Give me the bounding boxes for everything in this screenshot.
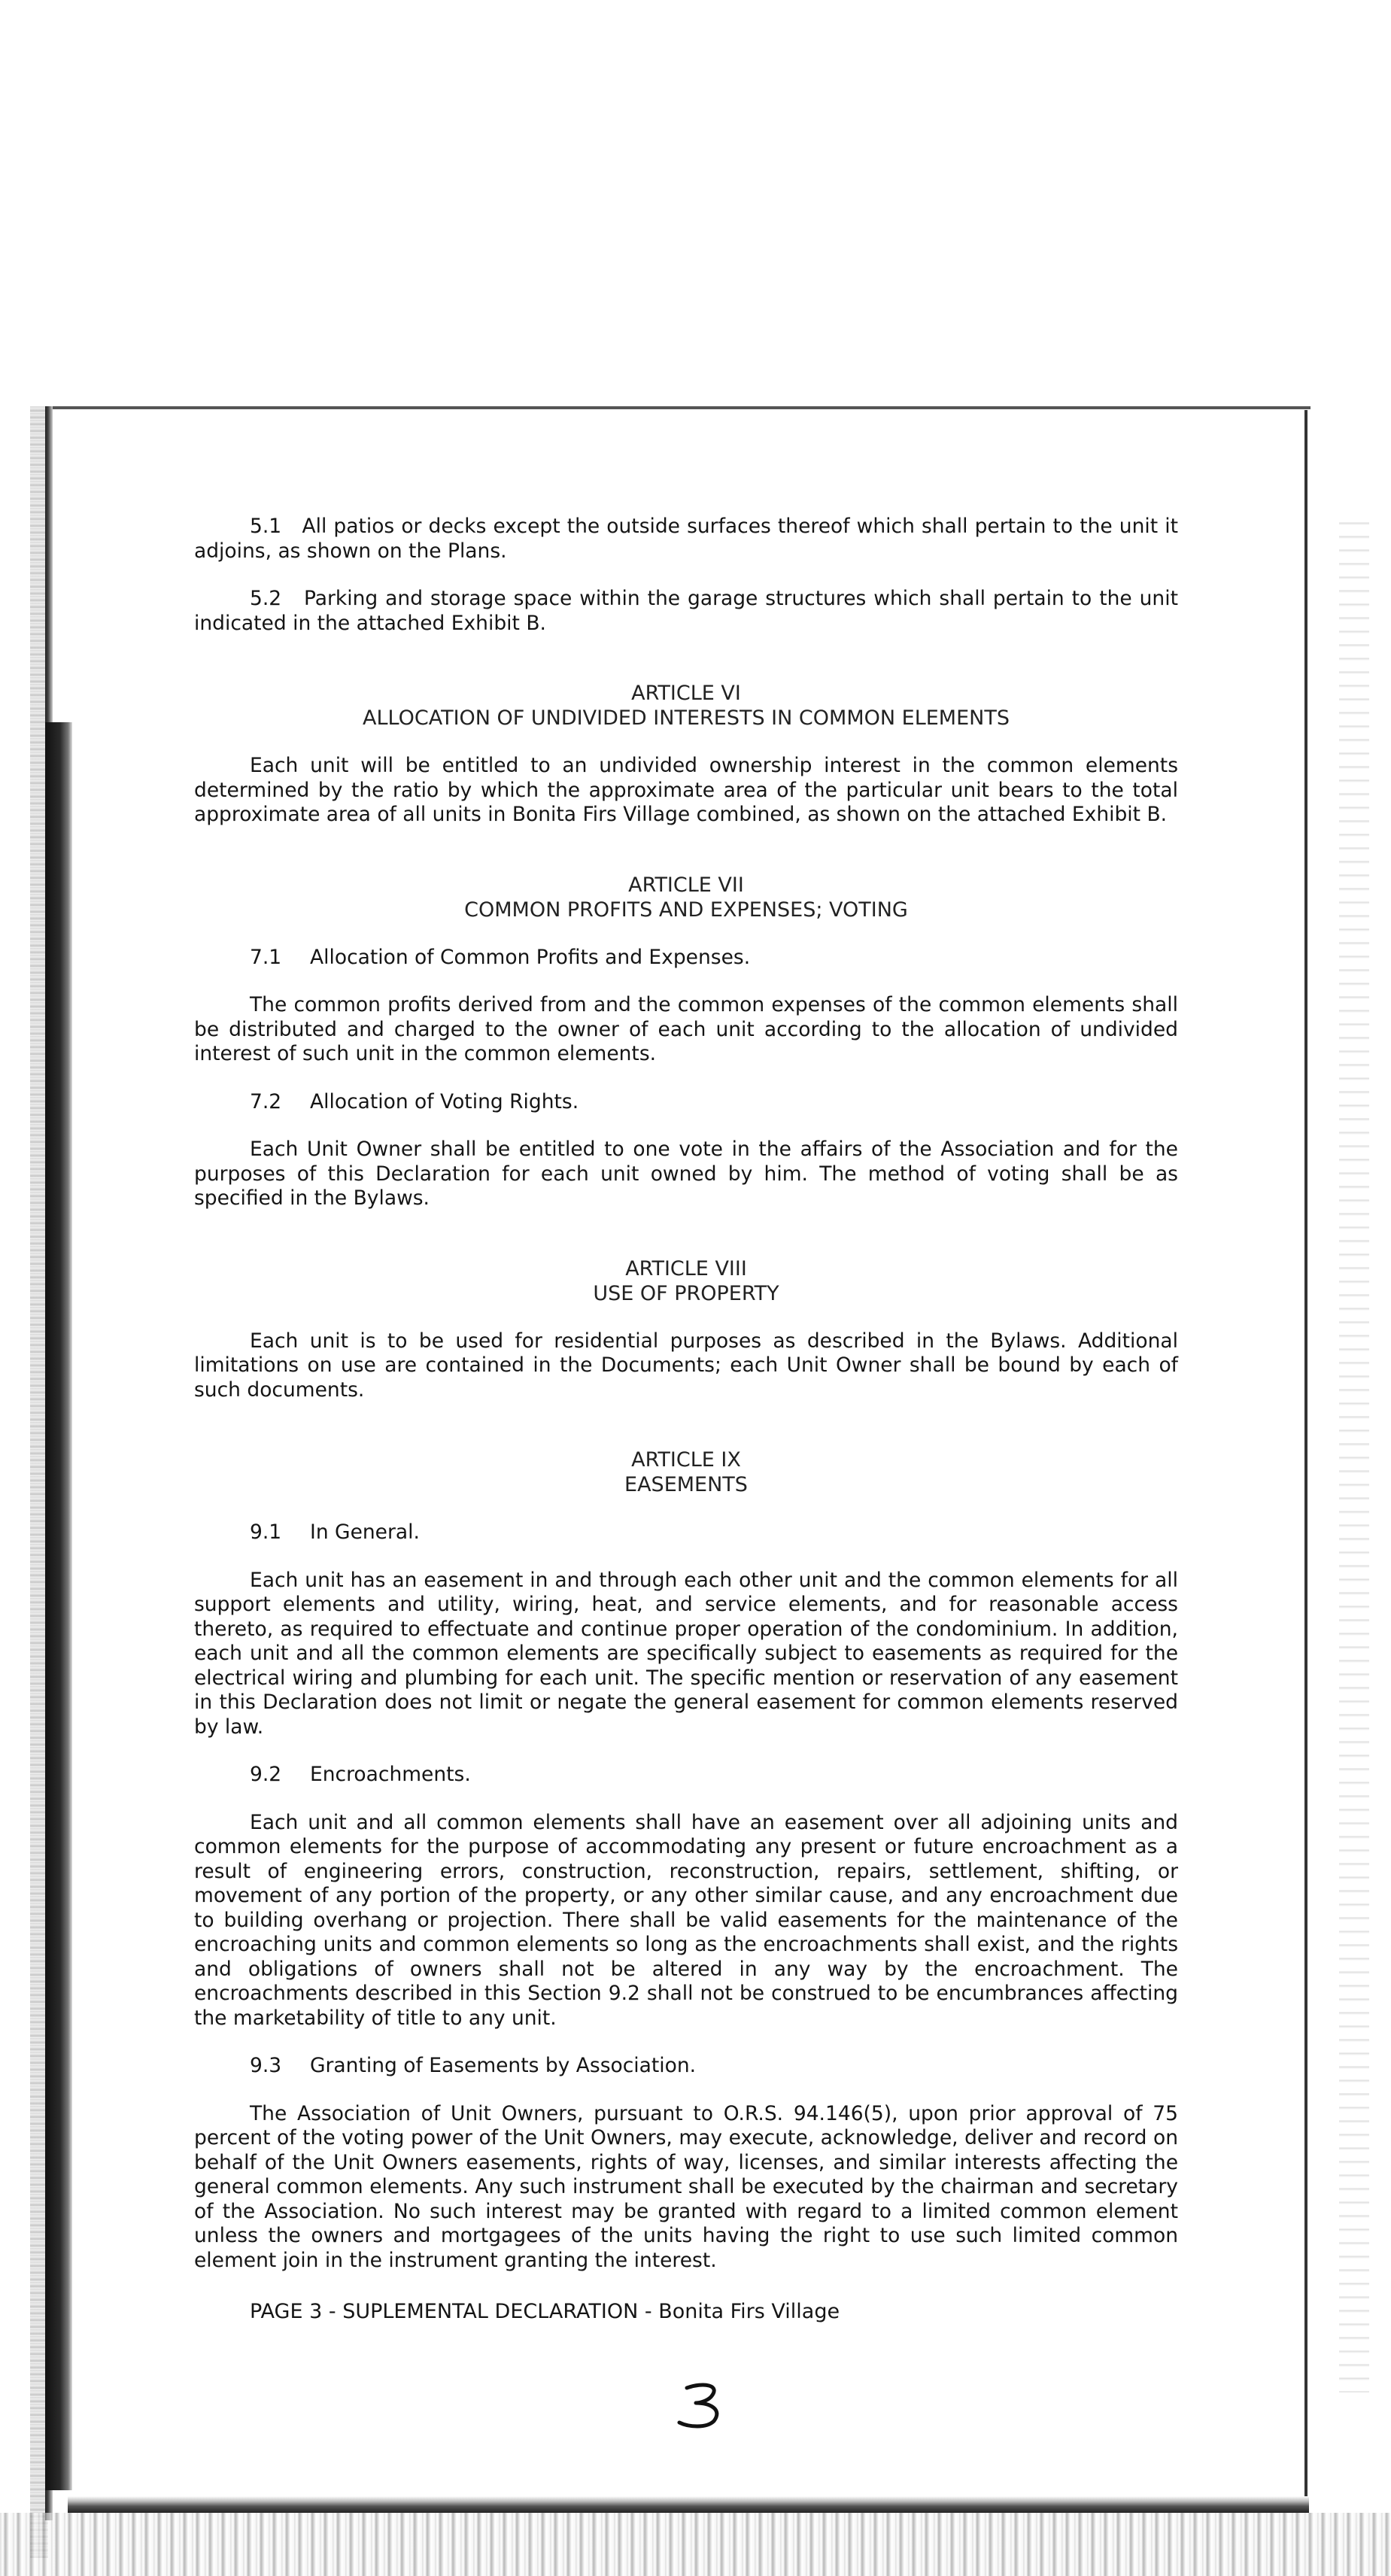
section-7-2-body: Each Unit Owner shall be entitled to one vote in the affairs of the Association and for the purposes of this Declaration for each unit owned by him. The method of voting shall be as specified in the Bylaws. [194, 1138, 1178, 1210]
page-bottom-border [68, 2496, 1309, 2513]
handwritten-page-number [673, 2379, 733, 2432]
section-9-2-heading [194, 1763, 1178, 1788]
document-page [194, 515, 1178, 2325]
page-top-border [47, 406, 1311, 409]
section-9-2-body: Each unit and all common elements shall have an easement over all adjoining units and common elements for the purpose of accommodating any present or future encroachment as a result of engineering errors, construction, reconstruction, repairs, settlement, shifting, or movement of any portion of the property, or any other similar cause, and any encroachment due to building overhang or projection. There shall be valid easements for the maintenance of the encroaching units and common elements so long as the encroachments shall exist, and the rights and obligations of owners shall not be altered in any way by the encroachment. The encroachments described in this Section 9.2 shall not be construed to be encumbrances affecting the marketability of title to any unit. [194, 1810, 1178, 2030]
section-title: Allocation of Common Profits and Expenses. [310, 945, 751, 969]
section-title: Granting of Easements by Association. [310, 2054, 697, 2077]
section-7-1-heading [194, 946, 1178, 971]
section-number: 7.2 [250, 1089, 282, 1113]
section-number: 9.1 [250, 1520, 282, 1544]
section-number: 9.3 [250, 2054, 282, 2077]
section-number: 5.1 [250, 515, 282, 538]
article-8-body: Each unit is to be used for residential purposes as described in the Bylaws. Additional limitations on use are contained in the Documents; each Unit Owner shall be bound by each of such documents. [194, 1329, 1178, 1402]
page-footer: PAGE 3 - SUPLEMENTAL DECLARATION - Bonita Firs Village [250, 2300, 840, 2323]
section-9-3-body: The Association of Unit Owners, pursuant to O.R.S. 94.146(5), upon prior approval of 75 percent of the voting power of the Unit Owners, may execute, acknowledge, deliver and record on behalf of the Unit Owners easements, rights of way, licenses, and similar interests affecting the general common elements. Any such instrument shall be executed by the chairman and secretary of the Association. No such interest may be granted with regard to a limited common element unless the owners and mortgagees of the units having the right to use such limited common element join in the instrument granting the interest. [194, 2101, 1178, 2272]
section-9-1-body: Each unit has an easement in and through each other unit and the common elements for all support elements and utility, wiring, heat, and service elements, and for reasonable access thereto, as required to effectuate and continue proper operation of the condominium. In addition, each unit and all the common elements are specifically subject to easements as required for the electrical wiring and plumbing for each unit. The specific mention or reservation of any easement in this Declaration does not limit or negate the general easement for common elements reserved by law. [194, 1568, 1178, 1739]
page-right-border [1304, 410, 1307, 2509]
section-title: Encroachments. [310, 1763, 471, 1786]
article-6-heading: ARTICLE VI [631, 682, 741, 705]
section-title: In General. [310, 1520, 420, 1544]
section-5-2 [194, 587, 1178, 636]
section-title: Allocation of Voting Rights. [310, 1089, 579, 1113]
section-text: Parking and storage space within the garage structures which shall pertain to the unit indicated in the attached Exhibit B. [194, 587, 1178, 635]
section-number: 7.1 [250, 945, 282, 969]
article-9-title: EASEMENTS [624, 1473, 748, 1496]
article-9-heading: ARTICLE IX [631, 1448, 741, 1472]
section-9-1-heading [194, 1520, 1178, 1545]
scan-bottom-noise [0, 2513, 1391, 2576]
article-8-heading: ARTICLE VIII [625, 1256, 747, 1280]
article-7-title: COMMON PROFITS AND EXPENSES; VOTING [464, 898, 908, 922]
article-6-title: ALLOCATION OF UNDIVIDED INTERESTS IN COMMON ELEMENTS [363, 706, 1010, 730]
binding-shadow [45, 722, 72, 2490]
section-text: All patios or decks except the outside surfaces thereof which shall pertain to the unit it adjoins, as shown on the Plans. [194, 515, 1178, 563]
section-number: 9.2 [250, 1763, 282, 1786]
article-7-heading: ARTICLE VII [628, 873, 744, 897]
scan-right-noise [1339, 512, 1369, 2392]
section-9-3-heading [194, 2054, 1178, 2079]
section-5-1 [194, 515, 1178, 564]
section-7-1-body: The common profits derived from and the common expenses of the common elements shall be distributed and charged to the owner of each unit according to the allocation of undivided interest of such unit in the common elements. [194, 993, 1178, 1065]
article-8-title: USE OF PROPERTY [593, 1281, 779, 1305]
article-6-body: Each unit will be entitled to an undivided ownership interest in the common elements determined by the ratio by which the approximate area of the particular unit bears to the total approximate area of all units in Bonita Firs Village combined, as shown on the attached Exhibit B. [194, 754, 1178, 826]
section-number: 5.2 [250, 587, 282, 610]
section-7-2-heading [194, 1090, 1178, 1115]
